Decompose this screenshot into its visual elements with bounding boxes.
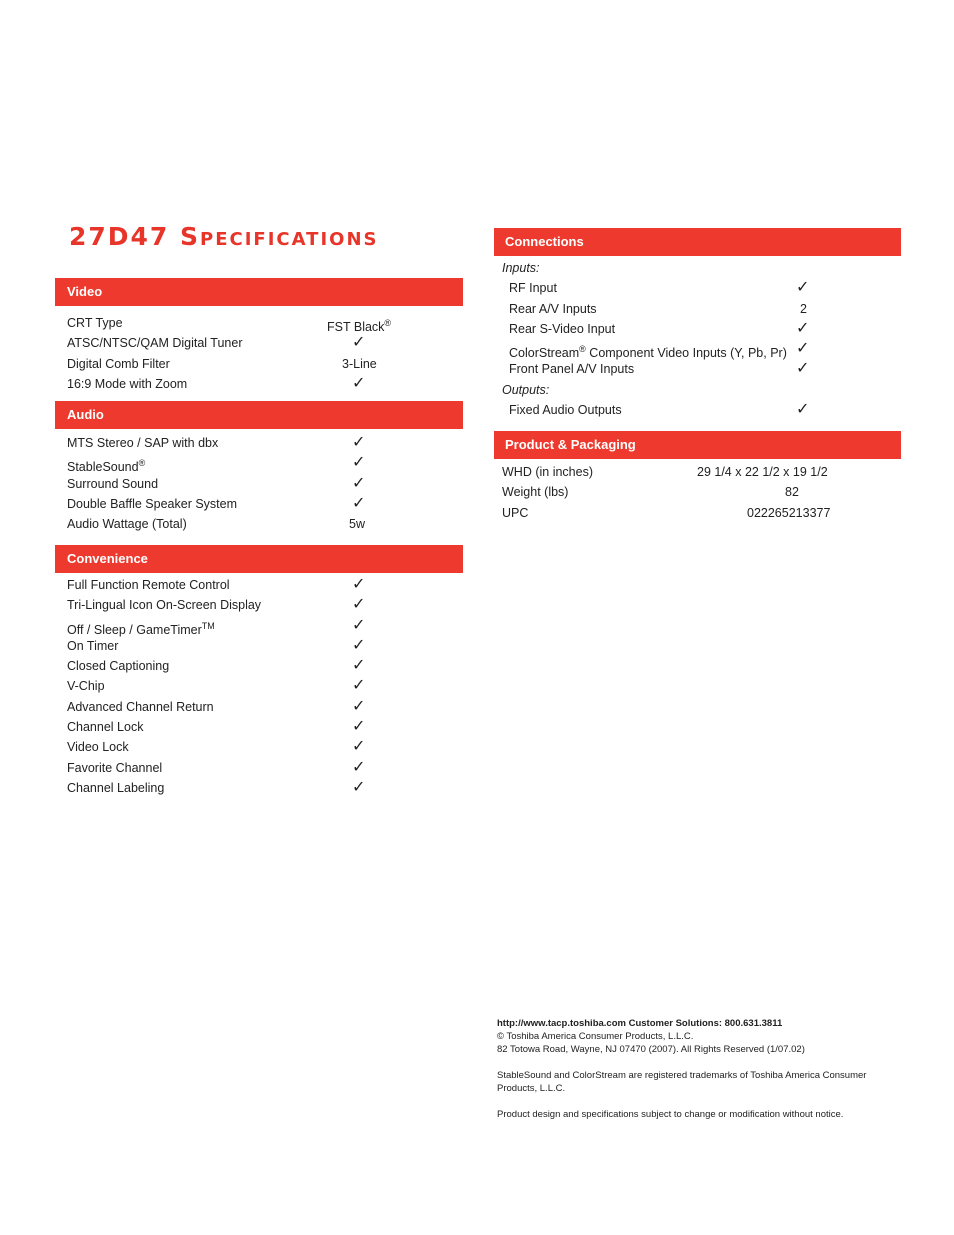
- spec-row: [55, 374, 463, 394]
- spec-value: 82: [785, 485, 799, 500]
- spec-row: [55, 778, 463, 798]
- spec-label: Surround Sound: [67, 476, 159, 491]
- spec-label: StableSound®: [67, 458, 146, 475]
- spec-row: [55, 575, 463, 595]
- spec-value: 29 1/4 x 22 1/2 x 19 1/2: [697, 465, 828, 479]
- spec-label: Off / Sleep / GameTimer™: [67, 620, 215, 637]
- outputs-label: Outputs:: [502, 382, 550, 397]
- spec-value: 022265213377: [747, 505, 831, 520]
- check-icon: ✓: [352, 334, 366, 352]
- video-section: [55, 278, 463, 394]
- spec-label: Closed Captioning: [67, 659, 170, 674]
- spec-value: 2: [800, 301, 807, 316]
- spec-value: 5w: [349, 517, 365, 532]
- check-icon: ✓: [352, 596, 366, 614]
- check-icon: ✓: [352, 434, 366, 451]
- spec-label: CRT Type: [67, 316, 123, 330]
- spec-row: [55, 616, 463, 636]
- spec-label: Front Panel A/V Inputs: [509, 362, 635, 377]
- spec-label: Channel Labeling: [67, 780, 165, 795]
- check-icon: ✓: [352, 494, 366, 512]
- audio-section: [55, 401, 463, 534]
- check-icon: ✓: [352, 636, 366, 654]
- spec-row: [55, 758, 463, 778]
- spec-label: Digital Comb Filter: [67, 356, 170, 371]
- connections-section: [494, 228, 901, 420]
- spec-row: [55, 636, 463, 656]
- spec-row: [494, 278, 901, 298]
- spec-label: MTS Stereo / SAP with dbx: [67, 436, 219, 450]
- spec-row: [55, 514, 463, 534]
- check-icon: ✓: [796, 319, 810, 337]
- spec-row: [55, 717, 463, 737]
- check-icon: ✓: [352, 657, 366, 675]
- footer-contact: http://www.tacp.toshiba.com Customer Solutions: 800.631.3811: [497, 1018, 783, 1029]
- spec-row: [55, 656, 463, 676]
- spec-label: Double Baffle Speaker System: [67, 496, 238, 511]
- spec-row: [494, 339, 901, 359]
- check-icon: ✓: [796, 401, 810, 419]
- audio-header: Audio: [55, 401, 463, 429]
- spec-label: Video Lock: [67, 740, 129, 755]
- inputs-label: Inputs:: [502, 261, 540, 275]
- spec-label: On Timer: [67, 638, 119, 653]
- check-icon: ✓: [352, 616, 366, 634]
- spec-label: RF Input: [509, 281, 557, 296]
- spec-label: ColorStream® Component Video Inputs (Y, Pb, Pr): [509, 344, 787, 361]
- spec-row: [55, 433, 463, 453]
- spec-label: V-Chip: [67, 679, 105, 694]
- spec-row: [55, 474, 463, 494]
- spec-label: WHD (in inches): [502, 465, 593, 479]
- spec-row: [55, 697, 463, 717]
- spec-label: 16:9 Mode with Zoom: [67, 376, 188, 391]
- check-icon: ✓: [352, 758, 366, 776]
- spec-row: [494, 299, 901, 319]
- spec-row: [55, 453, 463, 473]
- spec-row: [494, 482, 901, 502]
- spec-row: [55, 676, 463, 696]
- spec-row: [494, 400, 901, 420]
- page-title: 27D47 Specifications: [69, 222, 379, 251]
- footer-trademarks: StableSound and ColorStream are registered trademarks of Toshiba America Consumer Products, L.L.C.: [497, 1070, 867, 1094]
- check-icon: ✓: [352, 697, 366, 715]
- convenience-header: Convenience: [55, 545, 463, 573]
- footer-copyright: © Toshiba America Consumer Products, L.L.C.: [497, 1031, 694, 1042]
- spec-label: Favorite Channel: [67, 760, 163, 775]
- spec-label: Channel Lock: [67, 720, 144, 735]
- check-icon: ✓: [352, 454, 366, 472]
- spec-row: [55, 354, 463, 374]
- check-icon: ✓: [352, 474, 366, 492]
- spec-row: [494, 462, 901, 482]
- check-icon: ✓: [796, 360, 810, 378]
- footer-disclaimer: Product design and specifications subject to change or modification without notice.: [497, 1109, 844, 1120]
- packaging-section: [494, 431, 901, 523]
- video-header: Video: [55, 278, 463, 306]
- spec-label: Fixed Audio Outputs: [509, 403, 622, 418]
- check-icon: ✓: [352, 576, 366, 593]
- spec-label: Rear A/V Inputs: [509, 301, 597, 316]
- convenience-section: [55, 545, 463, 798]
- check-icon: ✓: [796, 279, 810, 297]
- spec-value: 3-Line: [342, 356, 377, 371]
- spec-row: [494, 319, 901, 339]
- spec-row: [55, 595, 463, 615]
- spec-row: [55, 737, 463, 757]
- check-icon: ✓: [352, 718, 366, 736]
- check-icon: ✓: [352, 778, 366, 796]
- spec-label: Weight (lbs): [502, 485, 569, 500]
- packaging-header: Product & Packaging: [494, 431, 901, 459]
- check-icon: ✓: [352, 374, 366, 392]
- spec-row: [55, 313, 463, 333]
- spec-row: [55, 494, 463, 514]
- spec-label: Full Function Remote Control: [67, 578, 230, 592]
- spec-label: Advanced Channel Return: [67, 699, 214, 714]
- spec-label: Audio Wattage (Total): [67, 517, 187, 532]
- check-icon: ✓: [796, 340, 810, 358]
- spec-value: FST Black®: [327, 318, 392, 335]
- spec-label: ATSC/NTSC/QAM Digital Tuner: [67, 336, 243, 351]
- footer: [497, 1017, 897, 1121]
- connections-header: Connections: [494, 228, 901, 256]
- spec-label: Rear S-Video Input: [509, 321, 616, 336]
- spec-label: UPC: [502, 505, 529, 520]
- check-icon: ✓: [352, 738, 366, 756]
- footer-address: 82 Totowa Road, Wayne, NJ 07470 (2007). All Rights Reserved (1/07.02): [497, 1044, 805, 1055]
- spec-row: [55, 333, 463, 353]
- spec-label: Tri-Lingual Icon On-Screen Display: [67, 598, 262, 613]
- check-icon: ✓: [352, 677, 366, 695]
- spec-row: [494, 503, 901, 523]
- spec-row: [494, 359, 901, 379]
